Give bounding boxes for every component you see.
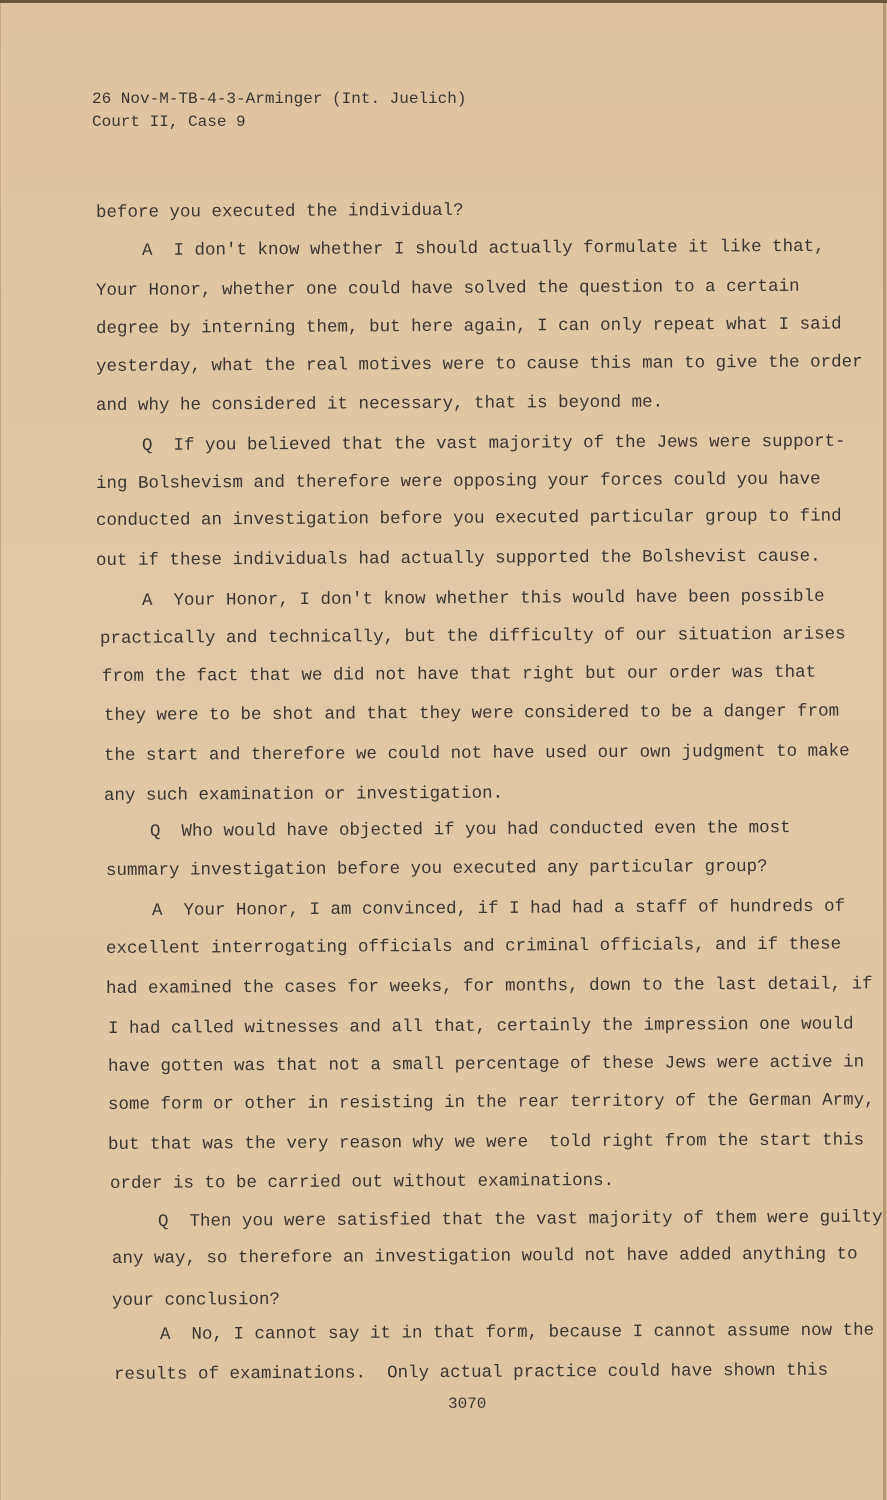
transcript-line: before you executed the individual? [95, 200, 464, 223]
transcript-line: conducted an investigation before you executed particular group to find [95, 506, 842, 531]
transcript-line: have gotten was that not a small percentage of these Jews were active in [107, 1052, 865, 1077]
transcript-line: A I don't know whether I should actually formulate it like that, [141, 236, 825, 261]
transcript-line: I had called witnesses and all that, certainly the impression one would [107, 1014, 854, 1039]
transcript-line: Q Who would have objected if you had conducted even the most [149, 818, 791, 842]
transcript-line: from the fact that we did not have that right but our order was that [101, 662, 817, 687]
transcript-line: your conclusion? [111, 1289, 281, 1311]
transcript-line: had examined the cases for weeks, for months, down to the last detail, if [105, 974, 873, 999]
transcript-line: yesterday, what the real motives were to cause this man to give the order [95, 352, 863, 377]
page-number: 3070 [448, 1395, 487, 1413]
header-line-1: 26 Nov-M-TB-4-3-Arminger (Int. Juelich) [92, 90, 467, 108]
transcript-line: out if these individuals had actually supported the Bolshevist cause. [95, 546, 821, 571]
transcript-line: A No, I cannot say it in that form, because I cannot assume now the [159, 1320, 875, 1345]
transcript-line: they were to be shot and that they were considered to be a danger from [103, 701, 840, 726]
page-top-edge [0, 0, 887, 3]
transcript-line: the start and therefore we could not have used our own judgment to make [103, 741, 850, 766]
transcript-line: practically and technically, but the difficulty of our situation arises [99, 624, 846, 649]
transcript-line: order is to be carried out without examinations. [109, 1170, 615, 1194]
transcript-line: any way, so therefore an investigation would not have added anything to [111, 1244, 858, 1269]
transcript-line: Your Honor, whether one could have solved the question to a certain [95, 276, 800, 301]
transcript-line: but that was the very reason why we were told right from the start this [107, 1130, 865, 1155]
header-line-2: Court II, Case 9 [92, 113, 246, 131]
transcript-line: Q Then you were satisfied that the vast majority of them were guilty [157, 1207, 883, 1232]
transcript-line: ing Bolshevism and therefore were opposing your forces could you have [95, 469, 821, 494]
transcript-line: Q If you believed that the vast majority of the Jews were support- [141, 431, 846, 456]
transcript-line: excellent interrogating officials and criminal officials, and if these [105, 934, 842, 959]
transcript-line: any such examination or investigation. [103, 783, 504, 806]
transcript-line: A Your Honor, I am convinced, if I had had a staff of hundreds of [151, 896, 846, 921]
transcript-line: and why he considered it necessary, that is beyond me. [95, 392, 664, 416]
transcript-line: A Your Honor, I don't know whether this would have been possible [141, 586, 825, 611]
transcript-line: some form or other in resisting in the rear territory of the German Army, [107, 1090, 875, 1115]
transcript-line: degree by interning them, but here again, I can only repeat what I said [95, 314, 842, 339]
transcript-line: results of examinations. Only actual practice could have shown this [113, 1360, 829, 1385]
transcript-line: summary investigation before you executed any particular group? [105, 856, 768, 881]
